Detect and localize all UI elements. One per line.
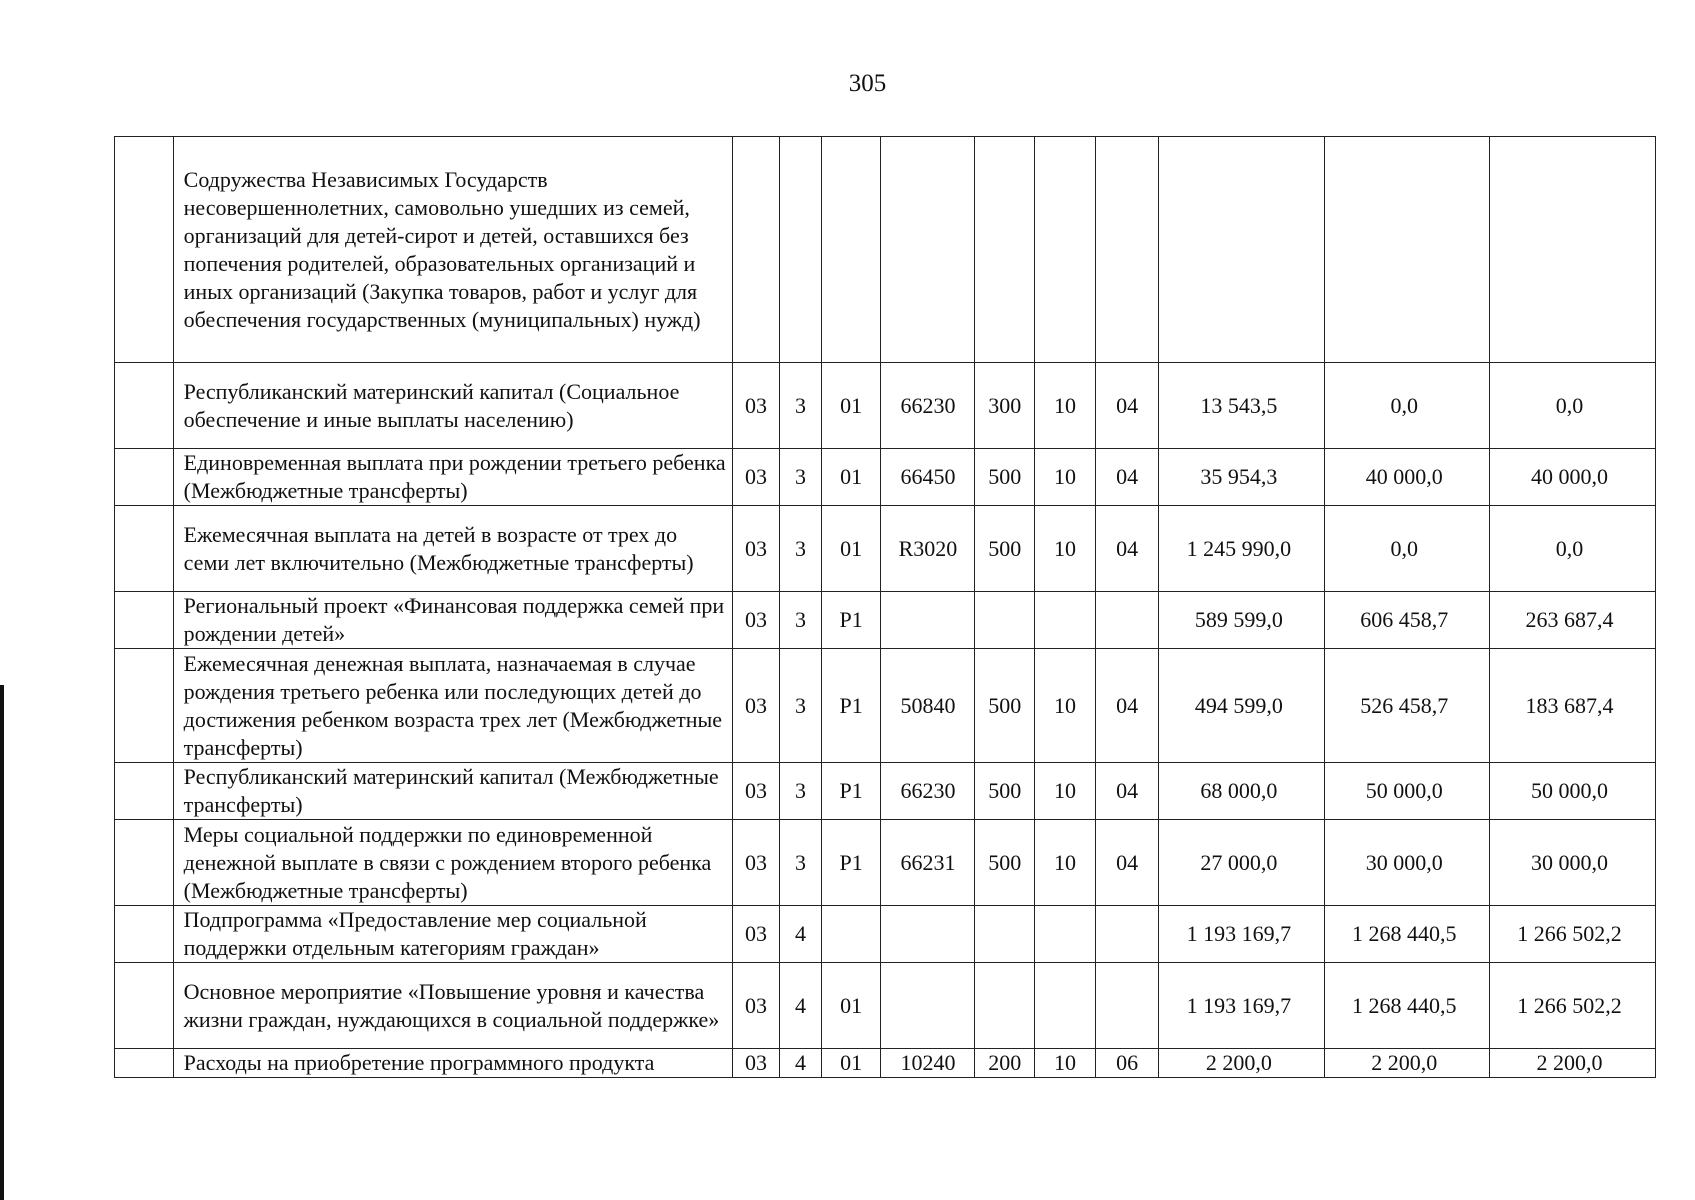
- code-gp: 03: [732, 592, 780, 649]
- code-section: [1035, 592, 1096, 649]
- code-section: [1035, 137, 1096, 363]
- table-row: [115, 137, 1656, 363]
- table-row: [115, 363, 1656, 449]
- table-row: [115, 820, 1656, 906]
- code-om: P1: [821, 820, 881, 906]
- code-section: 10: [1035, 763, 1096, 820]
- row-number-cell: [115, 649, 174, 763]
- code-section: [1035, 963, 1096, 1049]
- row-number-cell: [115, 1049, 174, 1078]
- amount-year-3: 50 000,0: [1490, 763, 1656, 820]
- amount-year-1: 494 599,0: [1159, 649, 1325, 763]
- code-subsection: 04: [1095, 363, 1159, 449]
- amount-year-1: 1 245 990,0: [1159, 506, 1325, 592]
- code-pp: 3: [780, 649, 821, 763]
- row-number-cell: [115, 363, 174, 449]
- row-number-cell: [115, 137, 174, 363]
- amount-year-2: 526 458,7: [1325, 649, 1490, 763]
- row-name: Республиканский материнский капитал (Межбюджетные трансферты): [173, 763, 732, 820]
- code-subsection: 04: [1095, 763, 1159, 820]
- amount-year-1: 1 193 169,7: [1159, 906, 1325, 963]
- row-number-cell: [115, 906, 174, 963]
- code-direction: [881, 137, 975, 363]
- code-om: 01: [821, 1049, 881, 1078]
- amount-year-2: 606 458,7: [1325, 592, 1490, 649]
- code-pp: 4: [780, 1049, 821, 1078]
- row-name: Подпрограмма «Предоставление мер социальной поддержки отдельным категориям граждан»: [173, 906, 732, 963]
- code-expense-type: 500: [975, 506, 1035, 592]
- amount-year-1: 35 954,3: [1159, 449, 1325, 506]
- code-gp: 03: [732, 906, 780, 963]
- code-section: 10: [1035, 1049, 1096, 1078]
- amount-year-1: 1 193 169,7: [1159, 963, 1325, 1049]
- code-pp: 3: [780, 449, 821, 506]
- code-expense-type: [975, 906, 1035, 963]
- table-row: [115, 1049, 1656, 1078]
- amount-year-3: 0,0: [1490, 363, 1656, 449]
- code-gp: 03: [732, 963, 780, 1049]
- amount-year-1: 68 000,0: [1159, 763, 1325, 820]
- code-pp: 4: [780, 963, 821, 1049]
- code-om: 01: [821, 963, 881, 1049]
- code-pp: 3: [780, 592, 821, 649]
- amount-year-3: 263 687,4: [1490, 592, 1656, 649]
- code-direction: [881, 906, 975, 963]
- row-name: Ежемесячная денежная выплата, назначаемая в случае рождения третьего ребенка или последующих детей до достижения ребенком возраста трех лет (Межбюджетные трансферты): [173, 649, 732, 763]
- code-gp: 03: [732, 649, 780, 763]
- code-subsection: 04: [1095, 820, 1159, 906]
- amount-year-3: 1 266 502,2: [1490, 963, 1656, 1049]
- code-pp: 3: [780, 763, 821, 820]
- row-number-cell: [115, 963, 174, 1049]
- code-om: 01: [821, 506, 881, 592]
- code-subsection: [1095, 963, 1159, 1049]
- code-om: [821, 137, 881, 363]
- amount-year-2: 1 268 440,5: [1325, 963, 1490, 1049]
- code-subsection: 06: [1095, 1049, 1159, 1078]
- code-direction: 50840: [881, 649, 975, 763]
- amount-year-1: 13 543,5: [1159, 363, 1325, 449]
- amount-year-1: [1159, 137, 1325, 363]
- table-row: [115, 649, 1656, 763]
- amount-year-1: 27 000,0: [1159, 820, 1325, 906]
- amount-year-2: 30 000,0: [1325, 820, 1490, 906]
- code-pp: 3: [780, 506, 821, 592]
- amount-year-2: 2 200,0: [1325, 1049, 1490, 1078]
- row-name: Региональный проект «Финансовая поддержка семей при рождении детей»: [173, 592, 732, 649]
- code-expense-type: 500: [975, 820, 1035, 906]
- code-direction: [881, 963, 975, 1049]
- code-subsection: 04: [1095, 506, 1159, 592]
- amount-year-3: [1490, 137, 1656, 363]
- amount-year-3: 0,0: [1490, 506, 1656, 592]
- code-expense-type: 500: [975, 763, 1035, 820]
- code-om: P1: [821, 763, 881, 820]
- code-section: 10: [1035, 649, 1096, 763]
- table-row: [115, 963, 1656, 1049]
- amount-year-2: 50 000,0: [1325, 763, 1490, 820]
- row-name: Республиканский материнский капитал (Социальное обеспечение и иные выплаты населению): [173, 363, 732, 449]
- code-section: 10: [1035, 363, 1096, 449]
- code-gp: 03: [732, 763, 780, 820]
- code-pp: 3: [780, 820, 821, 906]
- code-expense-type: [975, 963, 1035, 1049]
- row-number-cell: [115, 820, 174, 906]
- table-row: [115, 906, 1656, 963]
- amount-year-2: 40 000,0: [1325, 449, 1490, 506]
- code-direction: 10240: [881, 1049, 975, 1078]
- code-section: 10: [1035, 506, 1096, 592]
- code-om: 01: [821, 363, 881, 449]
- row-number-cell: [115, 763, 174, 820]
- code-gp: 03: [732, 1049, 780, 1078]
- amount-year-3: 183 687,4: [1490, 649, 1656, 763]
- code-pp: 3: [780, 363, 821, 449]
- code-section: 10: [1035, 820, 1096, 906]
- amount-year-3: 2 200,0: [1490, 1049, 1656, 1078]
- code-gp: [732, 137, 780, 363]
- amount-year-2: 1 268 440,5: [1325, 906, 1490, 963]
- code-pp: [780, 137, 821, 363]
- code-direction: [881, 592, 975, 649]
- row-name: Основное мероприятие «Повышение уровня и качества жизни граждан, нуждающихся в социальной поддержке»: [173, 963, 732, 1049]
- code-direction: 66230: [881, 363, 975, 449]
- code-gp: 03: [732, 820, 780, 906]
- code-gp: 03: [732, 506, 780, 592]
- code-gp: 03: [732, 449, 780, 506]
- amount-year-2: [1325, 137, 1490, 363]
- amount-year-3: 40 000,0: [1490, 449, 1656, 506]
- amount-year-2: 0,0: [1325, 363, 1490, 449]
- code-gp: 03: [732, 363, 780, 449]
- scan-edge-line: [0, 685, 4, 1200]
- row-name: Единовременная выплата при рождении третьего ребенка (Межбюджетные трансферты): [173, 449, 732, 506]
- code-subsection: 04: [1095, 649, 1159, 763]
- budget-table: [114, 136, 1656, 1078]
- code-subsection: [1095, 137, 1159, 363]
- code-pp: 4: [780, 906, 821, 963]
- row-name: Меры социальной поддержки по единовременной денежной выплате в связи с рождением второго ребенка (Межбюджетные трансферты): [173, 820, 732, 906]
- row-number-cell: [115, 592, 174, 649]
- code-subsection: [1095, 906, 1159, 963]
- table-row: [115, 763, 1656, 820]
- row-number-cell: [115, 449, 174, 506]
- table-row: [115, 449, 1656, 506]
- amount-year-2: 0,0: [1325, 506, 1490, 592]
- amount-year-3: 30 000,0: [1490, 820, 1656, 906]
- code-subsection: [1095, 592, 1159, 649]
- amount-year-3: 1 266 502,2: [1490, 906, 1656, 963]
- row-name: Содружества Независимых Государств несовершеннолетних, самовольно ушедших из семей, организаций для детей-сирот и детей, оставшихся без попечения родителей, образовательных организаций и иных организаций (Закупка товаров, работ и услуг для обеспечения государственных (муниципальных) нужд): [173, 137, 732, 363]
- code-direction: 66450: [881, 449, 975, 506]
- code-expense-type: 200: [975, 1049, 1035, 1078]
- code-section: 10: [1035, 449, 1096, 506]
- code-expense-type: [975, 592, 1035, 649]
- code-direction: 66230: [881, 763, 975, 820]
- amount-year-1: 2 200,0: [1159, 1049, 1325, 1078]
- code-om: P1: [821, 592, 881, 649]
- code-direction: R3020: [881, 506, 975, 592]
- code-section: [1035, 906, 1096, 963]
- code-om: [821, 906, 881, 963]
- table-row: [115, 506, 1656, 592]
- code-expense-type: 500: [975, 449, 1035, 506]
- code-subsection: 04: [1095, 449, 1159, 506]
- code-direction: 66231: [881, 820, 975, 906]
- page-number: 305: [848, 70, 887, 97]
- code-om: 01: [821, 449, 881, 506]
- code-expense-type: [975, 137, 1035, 363]
- code-expense-type: 300: [975, 363, 1035, 449]
- amount-year-1: 589 599,0: [1159, 592, 1325, 649]
- code-om: P1: [821, 649, 881, 763]
- row-name: Ежемесячная выплата на детей в возрасте от трех до семи лет включительно (Межбюджетные трансферты): [173, 506, 732, 592]
- table-row: [115, 592, 1656, 649]
- row-name: Расходы на приобретение программного продукта: [173, 1049, 732, 1078]
- code-expense-type: 500: [975, 649, 1035, 763]
- row-number-cell: [115, 506, 174, 592]
